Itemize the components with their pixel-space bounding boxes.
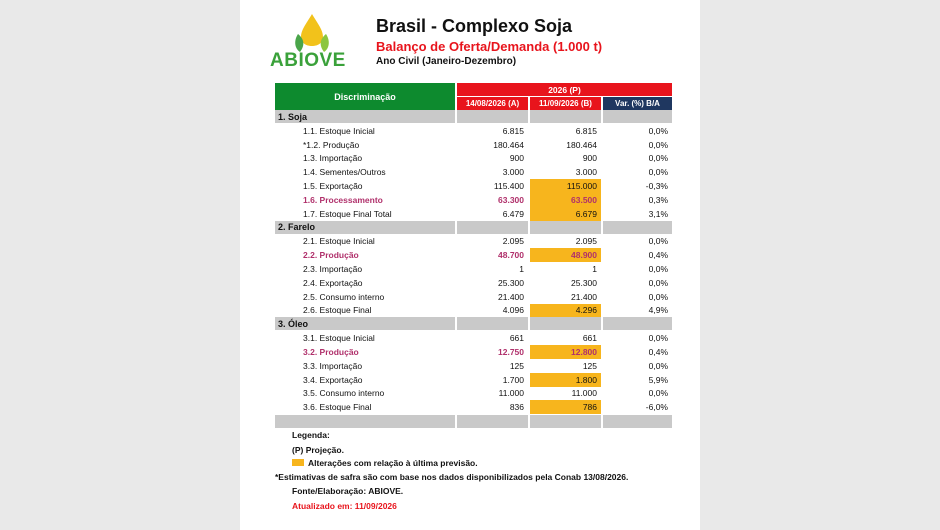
value-a: 836: [509, 402, 524, 413]
row-label: 3.2. Produção: [303, 347, 359, 358]
table-row: [275, 331, 672, 345]
section-name: 2. Farelo: [278, 222, 316, 233]
balance-table: [275, 83, 672, 428]
value-a: 48.700: [498, 250, 524, 261]
value-b: 3.000: [575, 167, 597, 178]
row-label: 2.3. Importação: [303, 264, 363, 275]
table-row: [275, 152, 672, 166]
value-b: 21.400: [571, 291, 597, 302]
value-a: 3.000: [502, 167, 524, 178]
value-a: 1: [519, 264, 524, 275]
row-label: 1.1. Estoque Inicial: [303, 125, 375, 136]
table-row: [275, 400, 672, 414]
value-b: 6.679: [530, 207, 601, 221]
logo-text: ABIOVE: [270, 50, 346, 71]
row-label: 3.4. Exportação: [303, 374, 363, 385]
value-var: 0,0%: [648, 360, 668, 371]
value-var: 5,9%: [648, 374, 668, 385]
row-label: 1.3. Importação: [303, 153, 363, 164]
value-b: 48.900: [530, 248, 601, 262]
value-var: 0,0%: [648, 236, 668, 247]
value-a: 6.479: [502, 208, 524, 219]
value-var: -0,3%: [645, 181, 668, 192]
value-var: 0,0%: [648, 125, 668, 136]
value-a: 115.400: [493, 181, 524, 192]
value-var: 3,1%: [648, 208, 668, 219]
header-discriminacao: Discriminação: [275, 83, 455, 110]
table-row: [275, 138, 672, 152]
table-row: [275, 387, 672, 401]
value-b: 661: [582, 333, 597, 344]
value-var: 0,0%: [648, 153, 668, 164]
report-subtitle: Balanço de Oferta/Demanda (1.000 t): [376, 39, 603, 54]
table-row: [275, 179, 672, 193]
value-b: 1: [592, 264, 597, 275]
section-header: [275, 110, 672, 123]
table-header: [275, 83, 672, 110]
value-b: 2.095: [575, 236, 597, 247]
value-b: 12.800: [530, 345, 601, 359]
legend-changes: Alterações com relação à última previsão.: [308, 458, 478, 468]
section-header: [275, 221, 672, 234]
report-title: Brasil - Complexo Soja: [376, 16, 573, 36]
table-row: [275, 290, 672, 304]
table-row: [275, 262, 672, 276]
value-var: 0,4%: [648, 250, 668, 261]
table-row: [275, 165, 672, 179]
row-label: 3.1. Estoque Inicial: [303, 333, 375, 344]
value-b: 115.000: [530, 179, 601, 193]
table-row: [275, 193, 672, 207]
value-var: 0,4%: [648, 347, 668, 358]
section-header: [275, 317, 672, 330]
section-name: 3. Óleo: [278, 318, 309, 329]
value-var: 0,0%: [648, 388, 668, 399]
value-b: 125: [582, 360, 597, 371]
value-var: 0,3%: [648, 194, 668, 205]
value-a: 63.300: [498, 194, 524, 205]
row-label: 2.2. Produção: [303, 250, 359, 261]
value-a: 125: [509, 360, 524, 371]
table-row: [275, 235, 672, 249]
legend-title: Legenda:: [292, 430, 330, 440]
table-body: [275, 110, 672, 428]
legend-swatch: [292, 459, 304, 466]
table-row: [275, 207, 672, 221]
legend-projection: (P) Projeção.: [292, 445, 344, 455]
value-var: 0,0%: [648, 167, 668, 178]
row-label: 1.7. Estoque Final Total: [303, 208, 392, 219]
value-var: 0,0%: [648, 333, 668, 344]
table-row: [275, 276, 672, 290]
table-row: [275, 248, 672, 262]
row-label: 3.6. Estoque Final: [303, 402, 372, 413]
table-row: [275, 373, 672, 387]
header-year: 2026 (P): [457, 83, 672, 96]
value-b: 63.500: [530, 193, 601, 207]
report-period: Ano Civil (Janeiro-Dezembro): [376, 56, 517, 67]
legend-note: *Estimativas de safra são com base nos dados disponibilizados pela Conab 13/08/2026.: [275, 472, 629, 482]
section-name: 1. Soja: [278, 111, 308, 122]
value-a: 4.096: [502, 305, 524, 316]
value-a: 21.400: [498, 291, 524, 302]
legend-updated: Atualizado em: 11/09/2026: [292, 501, 397, 511]
table-row: [275, 345, 672, 359]
value-var: 4,9%: [648, 305, 668, 316]
value-a: 2.095: [502, 236, 524, 247]
value-b: 1.800: [530, 373, 601, 387]
value-var: 0,0%: [648, 139, 668, 150]
value-b: 6.815: [575, 125, 597, 136]
value-var: 0,0%: [648, 264, 668, 275]
value-a: 11.000: [498, 388, 524, 399]
value-b: 786: [530, 400, 601, 414]
value-var: 0,0%: [648, 277, 668, 288]
header-col-b: 11/09/2026 (B): [530, 97, 601, 110]
header-col-a: 14/08/2026 (A): [457, 97, 528, 110]
value-a: 12.750: [498, 347, 524, 358]
value-a: 25.300: [498, 277, 524, 288]
row-label: 1.4. Sementes/Outros: [303, 167, 386, 178]
value-b: 900: [582, 153, 597, 164]
row-label: 1.5. Exportação: [303, 181, 363, 192]
row-label: 2.6. Estoque Final: [303, 305, 372, 316]
row-label: 1.6. Processamento: [303, 194, 383, 205]
table-footer-bar: [275, 415, 672, 428]
value-a: 6.815: [502, 125, 524, 136]
value-b: 4.296: [530, 304, 601, 318]
header-col-var: Var. (%) B/A: [603, 97, 672, 110]
report-sheet: [240, 0, 700, 530]
row-label: *1.2. Produção: [303, 139, 360, 150]
value-a: 1.700: [502, 374, 524, 385]
row-label: 2.4. Exportação: [303, 277, 363, 288]
value-b: 180.464: [566, 139, 597, 150]
table-row: [275, 359, 672, 373]
table-row: [275, 124, 672, 138]
value-var: -6,0%: [645, 402, 668, 413]
value-var: 0,0%: [648, 291, 668, 302]
row-label: 2.1. Estoque Inicial: [303, 236, 375, 247]
value-b: 25.300: [571, 277, 597, 288]
value-a: 661: [509, 333, 524, 344]
row-label: 3.5. Consumo interno: [303, 388, 385, 399]
legend-source: Fonte/Elaboração: ABIOVE.: [292, 486, 404, 496]
value-b: 11.000: [571, 388, 597, 399]
row-label: 3.3. Importação: [303, 360, 363, 371]
value-a: 900: [509, 153, 524, 164]
table-row: [275, 304, 672, 318]
value-a: 180.464: [493, 139, 524, 150]
row-label: 2.5. Consumo interno: [303, 291, 385, 302]
